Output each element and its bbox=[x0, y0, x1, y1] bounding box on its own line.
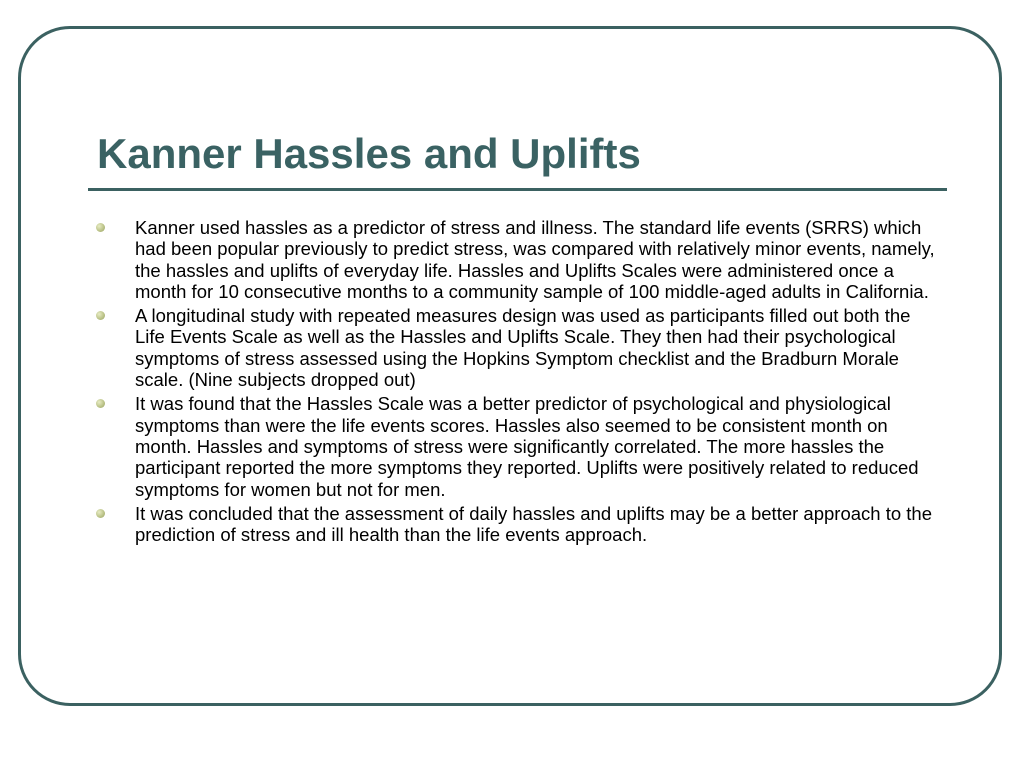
title-underline bbox=[88, 188, 947, 191]
bullet-dot-icon bbox=[96, 311, 105, 320]
bullet-item bbox=[96, 503, 936, 546]
bullet-item bbox=[96, 305, 936, 390]
bullet-item bbox=[96, 393, 936, 499]
bullet-dot-icon bbox=[96, 399, 105, 408]
bullet-list bbox=[96, 217, 936, 548]
bullet-dot-icon bbox=[96, 223, 105, 232]
bullet-text: It was found that the Hassles Scale was a better predictor of psychological and physiological symptoms than were the life events scores. Hassles also seemed to be consistent month on month. Hassles and symptoms of stress were significantly correlated. The more hassles the participant reported the more symptoms they reported. Uplifts were positively related to reduced symptoms for women but not for men. bbox=[135, 393, 919, 500]
bullet-text: A longitudinal study with repeated measures design was used as participants filled out both the Life Events Scale as well as the Hassles and Uplifts Scale. They then had their psychological symptoms of stress assessed using the Hopkins Symptom checklist and the Bradburn Morale scale. (Nine subjects dropped out) bbox=[135, 305, 911, 391]
bullet-item bbox=[96, 217, 936, 302]
bullet-dot-icon bbox=[96, 509, 105, 518]
bullet-text: Kanner used hassles as a predictor of stress and illness. The standard life events (SRRS) which had been popular previously to predict stress, was compared with relatively minor events, namely, the hassles and uplifts of everyday life. Hassles and Uplifts Scales were administered once a month for 10 consecutive months to a community sample of 100 middle-aged adults in California. bbox=[135, 217, 935, 302]
slide-title: Kanner Hassles and Uplifts bbox=[97, 130, 641, 177]
bullet-text: It was concluded that the assessment of daily hassles and uplifts may be a better approach to the prediction of stress and ill health than the life events approach. bbox=[135, 502, 932, 546]
